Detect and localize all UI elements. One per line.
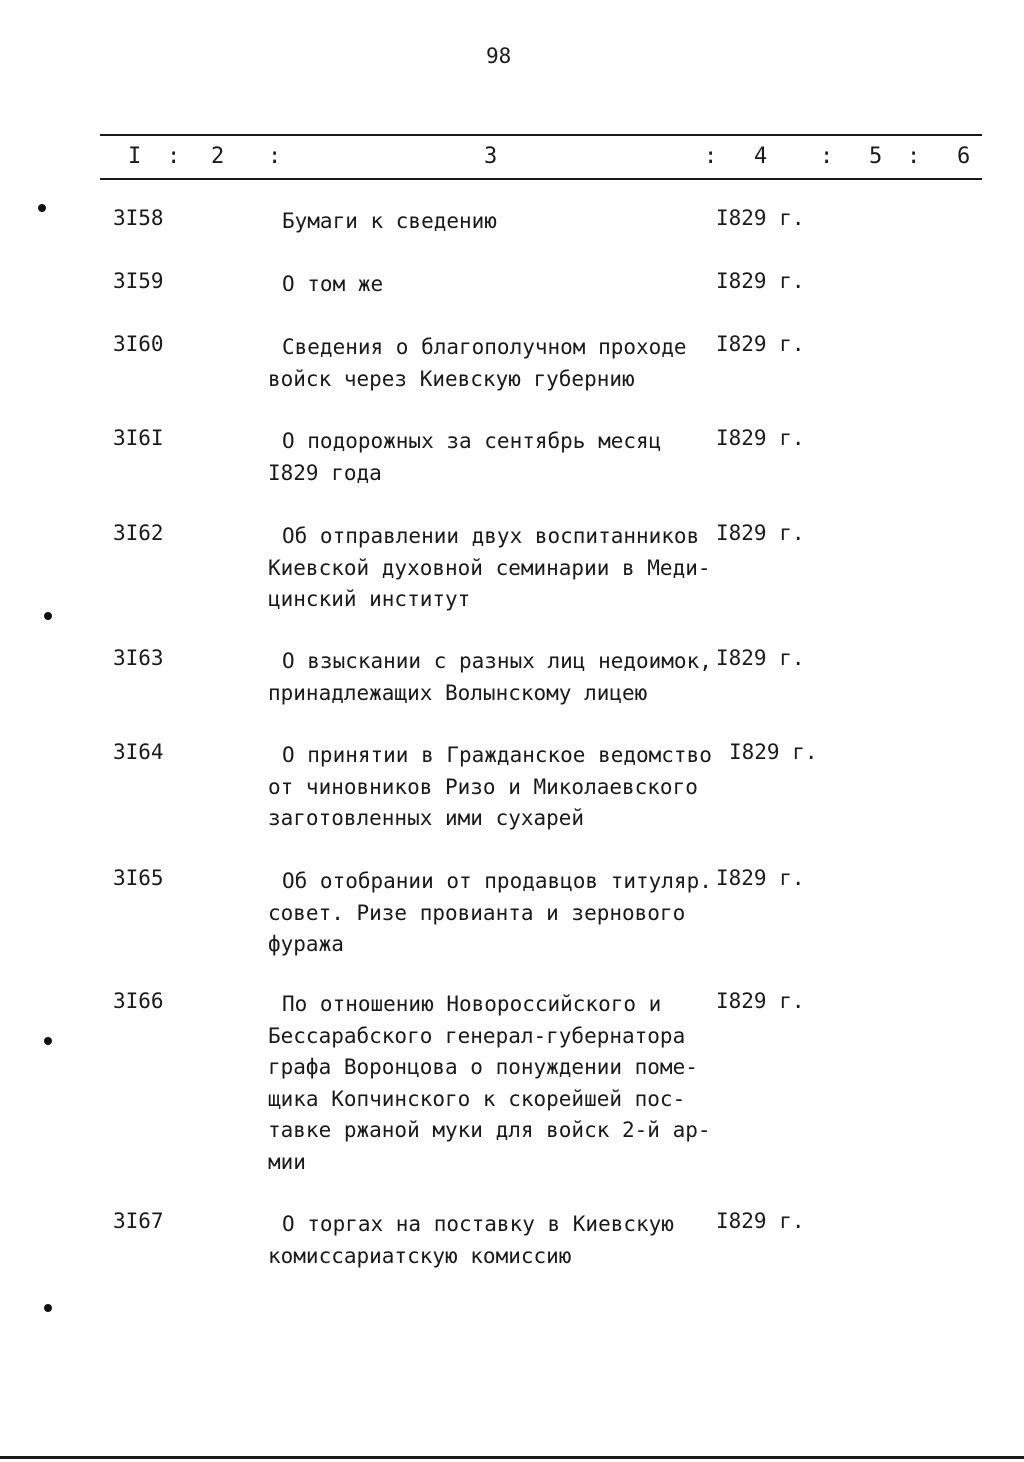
desc-line: графа Воронцова о понуждении поме- (268, 1055, 698, 1079)
entry-number: 3I6I (113, 426, 164, 450)
desc-line: заготовленных ими сухарей (268, 806, 585, 830)
desc-line: Об отобрании от продавцов титуляр. (282, 869, 712, 893)
table-header-rule (100, 178, 982, 180)
column-header-5: 5 (869, 144, 883, 169)
entry-description (268, 740, 720, 835)
desc-line: Бессарабского генерал-губернатора (268, 1023, 686, 1048)
desc-line: О подорожных за сентябрь месяц (282, 429, 662, 453)
desc-line: совет. Ризе провианта и зернового (268, 900, 686, 925)
binding-hole (44, 612, 52, 620)
page-number: 98 (486, 44, 512, 68)
entry-year: I829 г. (716, 866, 805, 890)
entry-year: I829 г. (716, 206, 805, 230)
table-top-rule (100, 134, 982, 136)
entry-year: I829 г. (716, 332, 805, 356)
desc-line: О том же (282, 272, 384, 296)
desc-line: мии (268, 1149, 306, 1174)
entry-year: I829 г. (716, 521, 805, 545)
desc-line: войск через Киевскую губернию (268, 366, 635, 391)
column-header-2: 2 (211, 144, 225, 169)
column-header-4: 4 (754, 144, 768, 169)
desc-line: цинский институт (268, 587, 471, 611)
desc-line: Об отправлении двух воспитанников (282, 524, 700, 548)
entry-number: 3I64 (113, 740, 164, 764)
entry-number: 3I65 (113, 866, 164, 890)
desc-line: По отношению Новороссийского и (282, 992, 662, 1016)
desc-line: щика Копчинского к скорейшей пос- (268, 1086, 686, 1111)
page-bottom-rule (0, 1456, 1024, 1459)
column-separator: : (704, 144, 718, 169)
column-separator: : (167, 144, 181, 169)
entry-description (268, 1209, 720, 1272)
entry-year: I829 г. (716, 646, 805, 670)
entry-description (268, 426, 720, 489)
desc-line: Бумаги к сведению (282, 209, 497, 233)
binding-hole (44, 1304, 52, 1312)
entry-number: 3I63 (113, 646, 164, 670)
column-header-6: 6 (957, 144, 971, 169)
entry-number: 3I59 (113, 269, 164, 293)
entry-description (268, 269, 720, 301)
desc-line: комиссариатскую комиссию (268, 1243, 572, 1268)
desc-line: О принятии в Гражданское ведомство (282, 743, 712, 767)
entry-description (268, 646, 720, 709)
desc-line: Сведения о благополучном проходе (282, 335, 687, 359)
desc-line: от чиновников Ризо и Миколаевского (268, 774, 698, 799)
entry-number: 3I67 (113, 1209, 164, 1233)
entry-description (268, 989, 720, 1178)
desc-line: О взыскании с разных лиц недоимок, (282, 649, 712, 673)
entry-year: I829 г. (716, 989, 805, 1013)
entry-description (268, 521, 720, 616)
entry-number: 3I62 (113, 521, 164, 545)
desc-line: принадлежащих Волынскому лицею (268, 680, 648, 705)
entry-year: I829 г. (729, 740, 818, 764)
column-header-3: 3 (484, 144, 498, 169)
entry-year: I829 г. (716, 426, 805, 450)
column-separator: : (907, 144, 921, 169)
desc-line: тавке ржаной муки для войск 2-й ар- (268, 1118, 711, 1142)
column-separator: : (820, 144, 834, 169)
entry-number: 3I66 (113, 989, 164, 1013)
desc-line: Киевской духовной семинарии в Меди- (268, 555, 711, 580)
desc-line: I829 года (268, 460, 382, 485)
column-separator: : (268, 144, 282, 169)
desc-line: фуража (268, 932, 344, 956)
entry-description (268, 332, 720, 395)
entry-description (268, 206, 720, 238)
entry-description (268, 866, 720, 961)
binding-hole (44, 1037, 52, 1045)
entry-number: 3I58 (113, 206, 164, 230)
desc-line: О торгах на поставку в Киевскую (282, 1212, 674, 1236)
entry-year: I829 г. (716, 1209, 805, 1233)
column-header-1: I (128, 144, 142, 169)
entry-number: 3I60 (113, 332, 164, 356)
binding-hole (38, 204, 46, 212)
entry-year: I829 г. (716, 269, 805, 293)
